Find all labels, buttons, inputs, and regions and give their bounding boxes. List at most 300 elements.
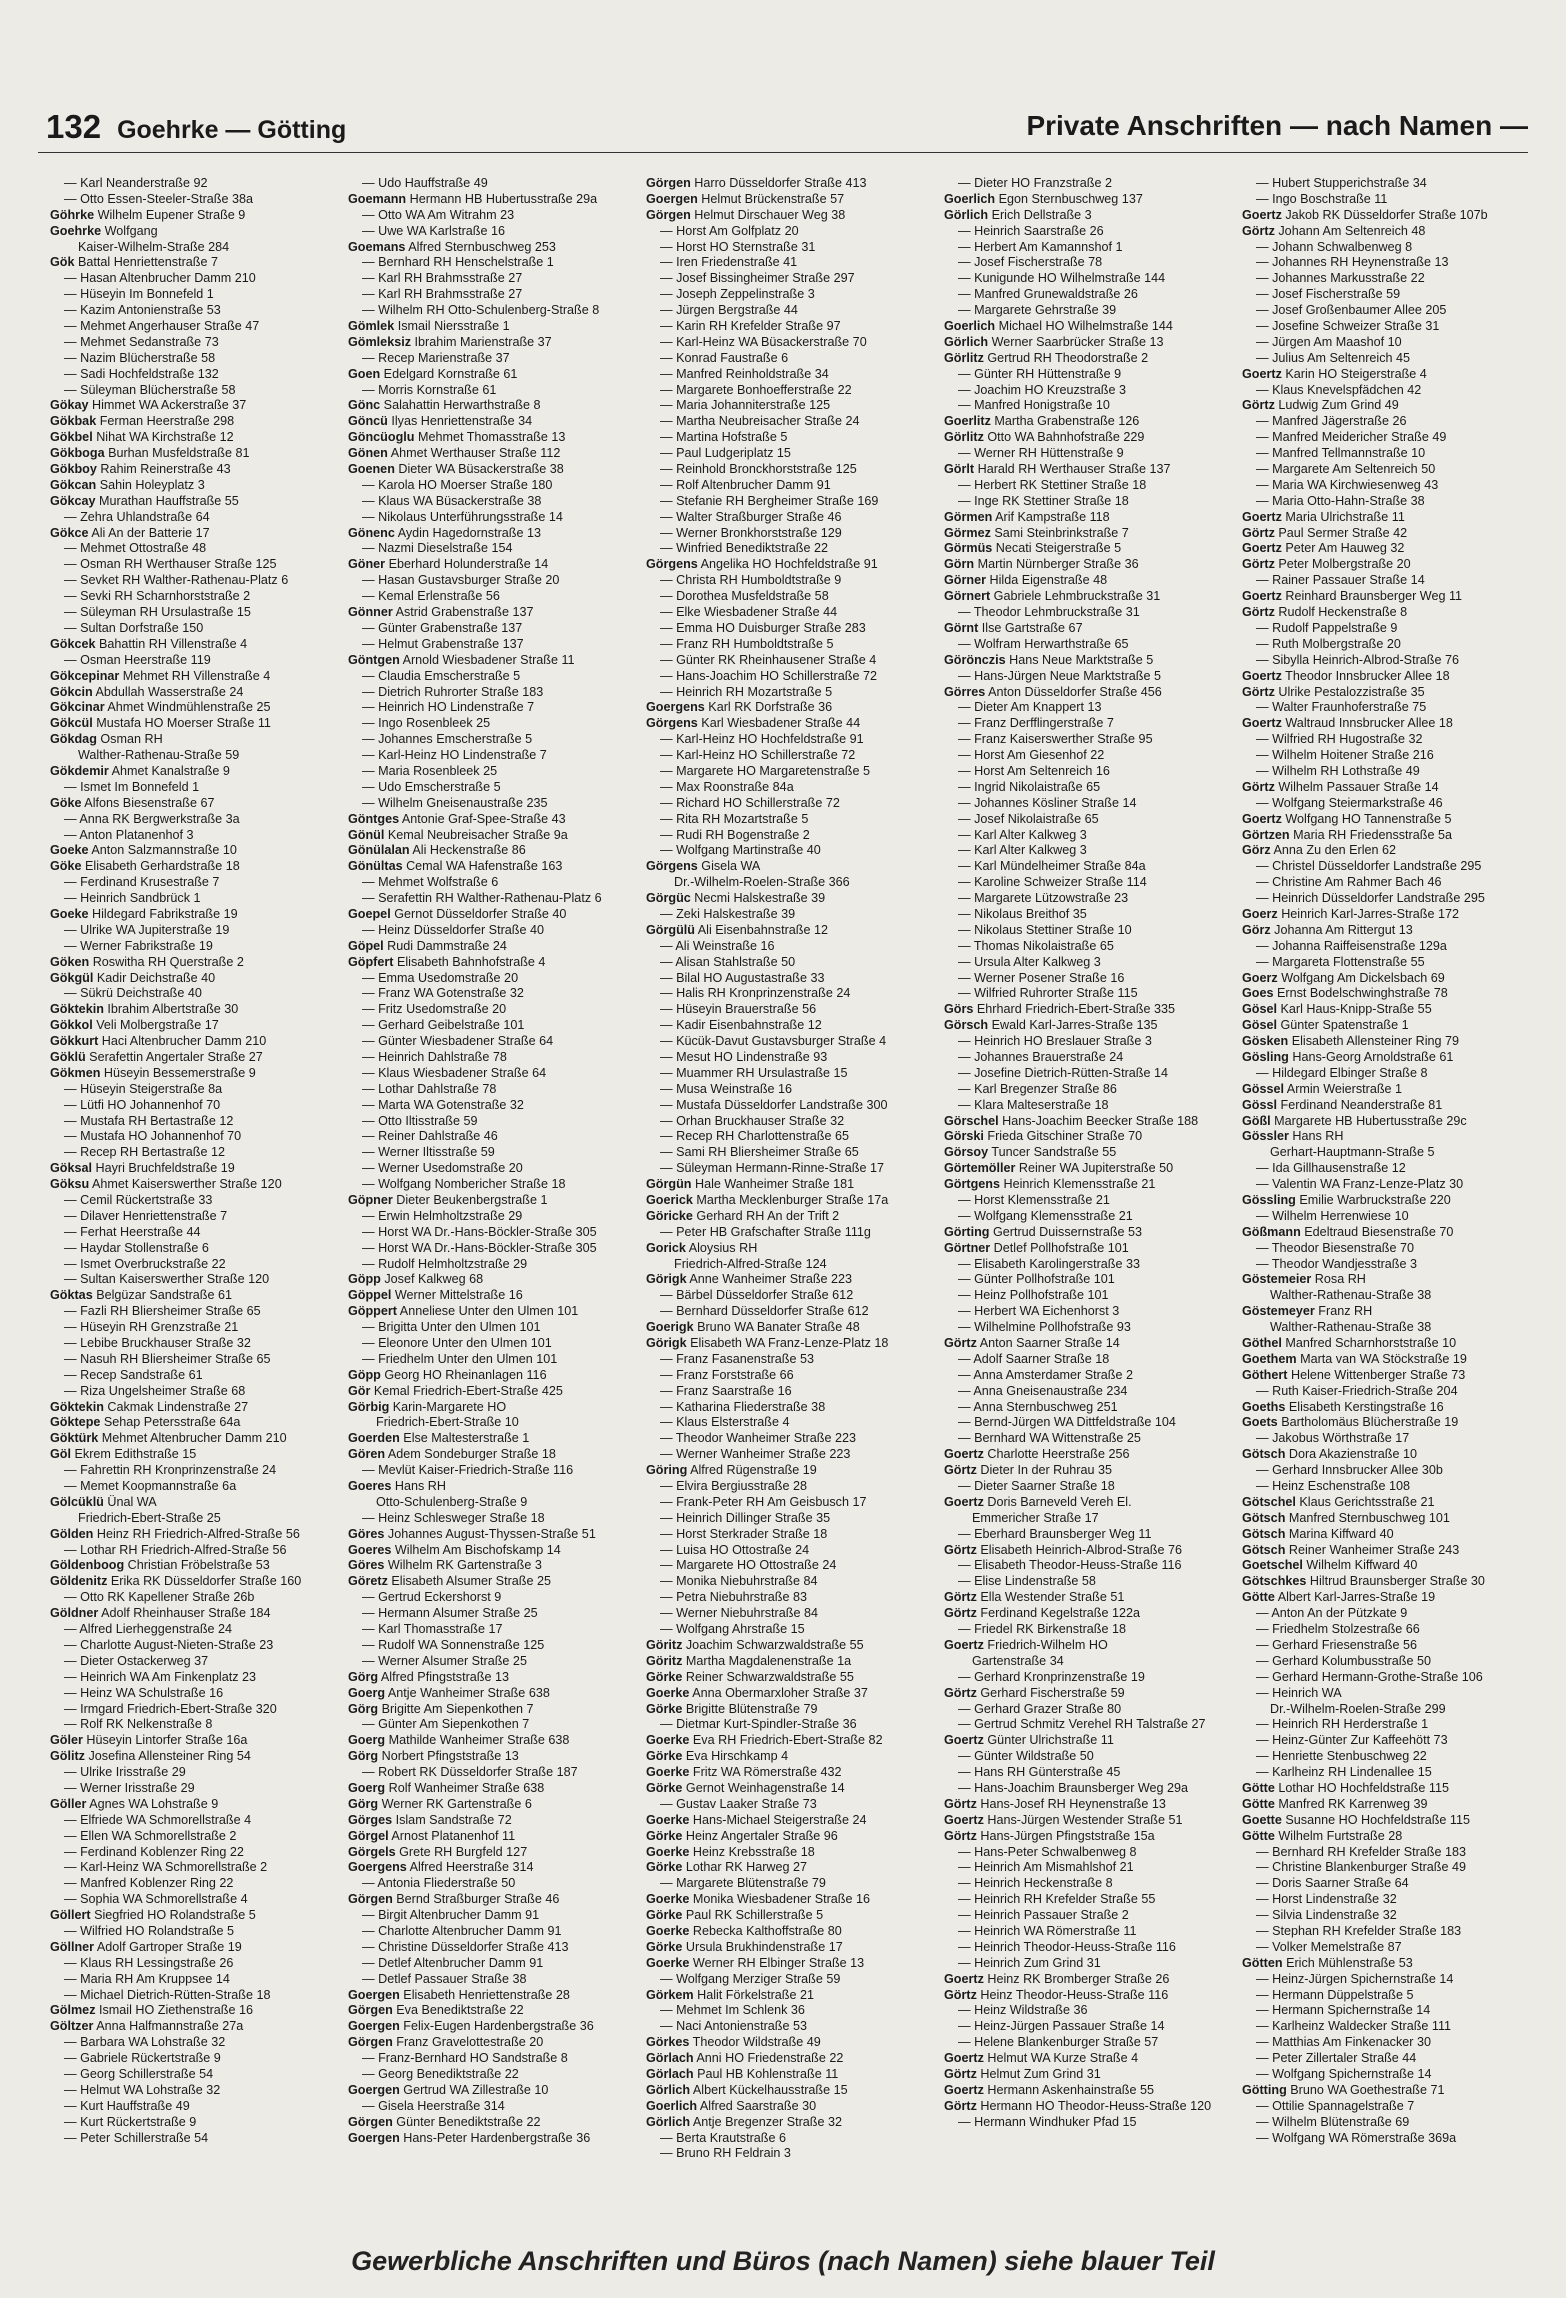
entry-text: — Charlotte Altenbrucher Damm 91 — [362, 1923, 562, 1938]
directory-entry — [944, 1527, 1230, 1543]
entry-text: — Irmgard Friedrich-Ebert-Straße 320 — [64, 1701, 277, 1716]
directory-entry — [1242, 716, 1528, 732]
entry-text: — Thomas Nikolaistraße 65 — [958, 938, 1114, 953]
directory-entry — [944, 1717, 1230, 1733]
entry-text: — Udo Emscherstraße 5 — [362, 779, 501, 794]
surname: Görtemöller — [944, 1161, 1016, 1176]
directory-entry — [348, 1956, 634, 1972]
directory-entry — [1242, 526, 1528, 542]
entry-text: — Martha Neubreisacher Straße 24 — [660, 414, 860, 429]
directory-entry — [348, 1622, 634, 1638]
entry-text: — Helene Blankenburger Straße 57 — [958, 2035, 1159, 2050]
directory-entry — [348, 1082, 634, 1098]
directory-entry — [50, 1876, 336, 1892]
surname: Göltzer — [50, 2019, 94, 2034]
entry-text: — Klaus RH Lessingstraße 26 — [64, 1955, 234, 1970]
directory-entry — [944, 923, 1230, 939]
entry-text: Adolf Rheinhauser Straße 184 — [98, 1606, 271, 1621]
entry-text: — Heinrich Düsseldorfer Landstraße 295 — [1256, 891, 1485, 906]
entry-text: — Lütfi HO Johannenhof 70 — [64, 1097, 221, 1112]
entry-text: — Hüseyin RH Grenzstraße 21 — [64, 1320, 239, 1335]
entry-text: Battal Henriettenstraße 7 — [74, 255, 218, 270]
directory-entry — [348, 1988, 634, 2004]
directory-entry — [348, 1797, 634, 1813]
directory-entry — [944, 1749, 1230, 1765]
entry-text: Ahmet Kanalstraße 9 — [108, 763, 230, 778]
directory-entry — [646, 478, 932, 494]
directory-entry — [1242, 1765, 1528, 1781]
surname: Gösken — [1242, 1034, 1289, 1049]
surname: Gökkol — [50, 1018, 93, 1033]
directory-entry — [1242, 271, 1528, 287]
directory-entry — [348, 1686, 634, 1702]
directory-entry — [348, 430, 634, 446]
directory-entry — [1242, 685, 1528, 701]
directory-entry — [944, 1940, 1230, 1956]
entry-text: Frieda Gitschiner Straße 70 — [983, 1129, 1143, 1144]
surname: Gönültas — [348, 859, 403, 874]
entry-text: — Maria RH Am Kruppsee 14 — [64, 1971, 230, 1986]
directory-entry — [348, 2099, 634, 2115]
surname: Gökdag — [50, 732, 97, 747]
directory-entry — [348, 764, 634, 780]
surname: Goerke — [646, 1765, 690, 1780]
entry-text: Susanne HO Hochfeldstraße 115 — [1281, 1812, 1470, 1827]
surname: Göres — [348, 1558, 385, 1573]
directory-entry — [348, 319, 634, 335]
directory-entry — [50, 764, 336, 780]
entry-text: — Elke Wiesbadener Straße 44 — [660, 605, 838, 620]
directory-entry — [944, 1463, 1230, 1479]
directory-entry — [50, 1590, 336, 1606]
surname: Goemann — [348, 191, 407, 206]
surname: Gösling — [1242, 1049, 1289, 1064]
entry-text: — Peter Schillerstraße 54 — [64, 2130, 209, 2145]
entry-text: — Klaus Elsterstraße 4 — [660, 1415, 790, 1430]
entry-text: — Karl-Heinz HO Schillerstraße 72 — [660, 748, 856, 763]
surname: Gössling — [1242, 1193, 1296, 1207]
directory-entry — [1242, 1558, 1528, 1574]
entry-text: — Gerhard Kronprinzenstraße 19 — [958, 1669, 1145, 1684]
entry-text: Johanna Am Rittergut 13 — [1270, 922, 1413, 937]
entry-text: Elisabeth Henriettenstraße 28 — [399, 1987, 570, 2002]
directory-entry — [944, 605, 1230, 621]
directory-entry — [1242, 383, 1528, 399]
directory-entry — [50, 1908, 336, 1924]
directory-entry — [1242, 859, 1528, 875]
entry-text: — Ellen WA Schmorellstraße 2 — [64, 1828, 237, 1843]
entry-text: Rahim Reinerstraße 43 — [96, 462, 231, 477]
directory-entry — [1242, 637, 1528, 653]
surname: Göklü — [50, 1049, 86, 1064]
directory-entry — [646, 208, 932, 224]
entry-text: — Ruth Molbergstraße 20 — [1256, 636, 1401, 651]
entry-text: Eva Benediktstraße 22 — [392, 2003, 524, 2018]
directory-entry — [646, 383, 932, 399]
directory-entry — [1242, 335, 1528, 351]
directory-entry — [348, 1209, 634, 1225]
directory-entry — [646, 685, 932, 701]
directory-entry — [944, 557, 1230, 573]
surname: Goerigk — [646, 1320, 694, 1335]
directory-entry — [348, 1447, 634, 1463]
directory-entry — [1242, 828, 1528, 844]
directory-entry — [50, 812, 336, 828]
directory-entry — [944, 986, 1230, 1002]
entry-text: — Karl-Heinz WA Büsackerstraße 70 — [660, 334, 867, 349]
entry-text: Albert Kückelhausstraße 15 — [690, 2082, 848, 2097]
directory-entry — [646, 1829, 932, 1845]
entry-text: — Mustafa RH Bertastraße 12 — [64, 1113, 234, 1128]
surname: Gökbel — [50, 430, 93, 445]
directory-entry — [646, 1447, 932, 1463]
entry-text: — Margareta Flottenstraße 55 — [1256, 954, 1425, 969]
entry-text: — Wilhelmine Pollhofstraße 93 — [958, 1320, 1131, 1335]
surname: Görigk — [646, 1272, 687, 1287]
surname: Götschkes — [1242, 1574, 1307, 1589]
entry-text: — Berta Krautstraße 6 — [660, 2130, 786, 2145]
entry-text: — Franz Saarstraße 16 — [660, 1383, 792, 1398]
directory-entry — [1242, 2019, 1528, 2035]
directory-entry — [348, 1749, 634, 1765]
entry-text: Ekrem Edithstraße 15 — [71, 1447, 197, 1462]
entry-text: Himmet WA Ackerstraße 37 — [88, 398, 247, 413]
entry-text: Martha Grabenstraße 126 — [990, 414, 1140, 429]
directory-entry — [646, 605, 932, 621]
entry-text: Hermann HO Theodor-Heuss-Straße 120 — [976, 2098, 1212, 2113]
entry-text: — Heinrich Sandbrück 1 — [64, 891, 201, 906]
surname: Görgens — [646, 859, 698, 874]
entry-text: Martha Magdalenenstraße 1a — [682, 1653, 852, 1668]
directory-entry — [944, 1733, 1230, 1749]
entry-text: Dieter WA Büsackerstraße 38 — [394, 462, 564, 477]
entry-text: — Karlheinz Waldecker Straße 111 — [1256, 2019, 1452, 2034]
directory-entry — [944, 1495, 1230, 1511]
name-range: Goehrke — Götting — [117, 116, 347, 144]
entry-text: — Hermann Alsumer Straße 25 — [362, 1606, 538, 1621]
entry-text: — Herbert WA Eichenhorst 3 — [958, 1304, 1120, 1319]
entry-text: Wilhelm RK Gartenstraße 3 — [384, 1558, 542, 1573]
entry-text: Walther-Rathenau-Straße 38 — [1270, 1288, 1432, 1303]
entry-text: Rosa RH — [1311, 1272, 1366, 1287]
surname: Görtz — [944, 1463, 977, 1478]
directory-entry — [348, 1781, 634, 1797]
entry-text: — Fazli RH Bliersheimer Straße 65 — [64, 1304, 261, 1319]
surname: Görtz — [944, 1796, 977, 1811]
entry-text: — Nazim Blücherstraße 58 — [64, 350, 216, 365]
directory-entry — [50, 255, 336, 271]
directory-entry — [50, 1558, 336, 1574]
surname: Görschel — [944, 1113, 999, 1128]
directory-entry — [1242, 1161, 1528, 1177]
directory-entry — [50, 478, 336, 494]
directory-entry — [1242, 1574, 1528, 1590]
entry-text: — Franz-Bernhard HO Sandstraße 8 — [362, 2051, 568, 2066]
directory-entry — [646, 1558, 932, 1574]
surname: Goerg — [348, 1685, 386, 1700]
surname: Gökcek — [50, 636, 96, 651]
surname: Götsch — [1242, 1510, 1286, 1525]
surname: Gömleksiz — [348, 334, 411, 349]
directory-entry — [1242, 843, 1528, 859]
directory-entry — [944, 716, 1230, 732]
entry-text: Wilhelm Eupener Straße 9 — [94, 207, 246, 222]
entry-text: — Johannes Kösliner Straße 14 — [958, 795, 1137, 810]
entry-text: — Ulrike WA Jupiterstraße 19 — [64, 922, 230, 937]
directory-entry — [348, 1400, 634, 1416]
directory-entry — [646, 891, 932, 907]
surname: Göres — [348, 1526, 385, 1541]
directory-entry — [1242, 541, 1528, 557]
directory-entry — [944, 541, 1230, 557]
directory-entry — [50, 621, 336, 637]
entry-text: — Peter HB Grafschafter Straße 111g — [660, 1224, 871, 1239]
directory-entry — [646, 1654, 932, 1670]
directory-entry — [646, 1034, 932, 1050]
directory-entry — [944, 1114, 1230, 1130]
entry-text: Ilse Gartstraße 67 — [978, 620, 1083, 635]
directory-entry — [50, 971, 336, 987]
entry-text: — Ingo Boschstraße 11 — [1256, 191, 1388, 206]
directory-entry — [50, 1511, 336, 1527]
surname: Goetschel — [1242, 1558, 1303, 1573]
directory-entry — [944, 1972, 1230, 1988]
entry-text: Monika Wiesbadener Straße 16 — [689, 1892, 871, 1907]
entry-text: Dieter In der Ruhrau 35 — [976, 1463, 1112, 1478]
entry-text: — Heinrich Heckenstraße 8 — [958, 1876, 1113, 1891]
surname: Goertz — [944, 1812, 984, 1827]
directory-entry — [50, 192, 336, 208]
entry-text: — Sophia WA Schmorellstraße 4 — [64, 1892, 248, 1907]
entry-text: — Antonia Fliederstraße 50 — [362, 1876, 516, 1891]
entry-text: Gerhard Fischerstraße 59 — [976, 1685, 1125, 1700]
entry-text: — Gerhard Innsbrucker Allee 30b — [1256, 1463, 1443, 1478]
entry-text: Elisabeth Alsumer Straße 25 — [387, 1574, 551, 1589]
surname: Gökdemir — [50, 763, 109, 778]
directory-entry — [1242, 986, 1528, 1002]
directory-entry — [646, 319, 932, 335]
entry-text: — Günter RH Hüttenstraße 9 — [958, 366, 1122, 381]
entry-text: — Wolfgang WA Römerstraße 369a — [1256, 2130, 1457, 2145]
directory-entry — [1242, 812, 1528, 828]
directory-entry — [1242, 1050, 1528, 1066]
entry-text: — Valentin WA Franz-Lenze-Platz 30 — [1256, 1177, 1464, 1192]
directory-entry — [1242, 1400, 1528, 1416]
entry-text: Klaus Gerichtsstraße 21 — [1295, 1494, 1435, 1509]
entry-text: Anton Salzmannstraße 10 — [88, 843, 237, 858]
directory-entry — [348, 1606, 634, 1622]
entry-text: — Maria WA Kirchwiesenweg 43 — [1256, 477, 1439, 492]
directory-entry — [348, 2035, 634, 2051]
directory-entry — [1242, 1463, 1528, 1479]
entry-text: — Dietrich Ruhrorter Straße 183 — [362, 684, 544, 699]
entry-text: Helene Wittenberger Straße 73 — [1287, 1367, 1466, 1382]
surname: Gönen — [348, 446, 388, 461]
directory-entry — [944, 589, 1230, 605]
directory-entry — [348, 875, 634, 891]
directory-entry — [50, 1829, 336, 1845]
entry-text: — Walter Fraunhoferstraße 75 — [1256, 700, 1427, 715]
directory-entry — [50, 510, 336, 526]
directory-entry — [646, 1781, 932, 1797]
entry-text: — Mustafa HO Johannenhof 70 — [64, 1129, 242, 1144]
directory-entry — [1242, 1717, 1528, 1733]
entry-text: Elisabeth Allensteiner Ring 79 — [1288, 1034, 1460, 1049]
entry-text: Egon Sternbuschweg 137 — [995, 191, 1143, 206]
entry-text: — Ali Weinstraße 16 — [660, 938, 775, 953]
entry-text: — Matthias Am Finkenacker 30 — [1256, 2035, 1431, 2050]
surname: Gömlek — [348, 319, 395, 334]
directory-entry — [348, 2051, 634, 2067]
directory-entry — [944, 955, 1230, 971]
directory-entry — [1242, 1336, 1528, 1352]
directory-entry — [1242, 732, 1528, 748]
directory-entry — [1242, 955, 1528, 971]
surname: Göntgen — [348, 652, 400, 667]
entry-text: — Heinz Eschenstraße 108 — [1256, 1479, 1410, 1494]
directory-entry — [50, 1177, 336, 1193]
directory-entry — [1242, 796, 1528, 812]
entry-text: — Anton Platanenhof 3 — [64, 827, 194, 842]
entry-text: — Naci Antonienstraße 53 — [660, 2019, 808, 2034]
directory-entry — [348, 1114, 634, 1130]
surname: Görtz — [944, 2066, 977, 2081]
directory-entry — [646, 828, 932, 844]
directory-entry — [944, 303, 1230, 319]
directory-entry — [1242, 1829, 1528, 1845]
entry-text: Ulrike Pestalozzistraße 35 — [1274, 684, 1425, 699]
surname: Göksal — [50, 1161, 92, 1176]
surname: Görke — [646, 1780, 683, 1795]
entry-text: — Luisa HO Ottostraße 24 — [660, 1542, 810, 1557]
entry-text: — Margarete Am Seltenreich 50 — [1256, 462, 1436, 477]
directory-entry — [1242, 224, 1528, 240]
directory-entry — [348, 398, 634, 414]
surname: Goerke — [646, 1733, 690, 1748]
surname: Görkes — [646, 2035, 690, 2050]
surname: Görgen — [646, 176, 691, 190]
directory-entry — [348, 1161, 634, 1177]
entry-text: — Josef Nikolaistraße 65 — [958, 811, 1099, 826]
entry-text: Gabriele Lehmbruckstraße 31 — [990, 589, 1161, 604]
header-left — [46, 108, 346, 146]
entry-text: — Ismet Im Bonnefeld 1 — [64, 779, 200, 794]
surname: Goehrke — [50, 223, 102, 238]
surname: Gör — [348, 1383, 371, 1398]
directory-entry — [944, 1479, 1230, 1495]
entry-text: — Friedhelm Stolzestraße 66 — [1256, 1622, 1420, 1637]
directory-entry — [1242, 2035, 1528, 2051]
surname: Göppert — [348, 1304, 397, 1319]
entry-text: Eberhard Holunderstraße 14 — [385, 557, 549, 572]
directory-entry — [646, 1574, 932, 1590]
entry-text: Brigitte Blütenstraße 79 — [682, 1701, 818, 1716]
entry-text: — Kunigunde HO Wilhelmstraße 144 — [958, 271, 1166, 286]
directory-entry — [646, 541, 932, 557]
directory-entry — [646, 986, 932, 1002]
entry-text: — Gertrud Schmitz Verehel RH Talstraße 27 — [958, 1717, 1206, 1732]
directory-entry — [50, 1161, 336, 1177]
entry-text: Theodor Wildstraße 49 — [689, 2035, 821, 2050]
surname: Göricke — [646, 1208, 693, 1223]
entry-text: Dieter Beukenbergstraße 1 — [392, 1193, 548, 1207]
directory-entry — [944, 1002, 1230, 1018]
directory-entry — [348, 2019, 634, 2035]
surname: Görtzen — [1242, 827, 1290, 842]
directory-entry — [1242, 653, 1528, 669]
surname: Görtz — [1242, 223, 1275, 238]
entry-text: — Heinrich Am Mismahlshof 21 — [958, 1860, 1134, 1875]
directory-entry — [1242, 2067, 1528, 2083]
directory-entry — [944, 2067, 1230, 2083]
entry-text: Hüseyin Lintorfer Straße 16a — [82, 1733, 248, 1748]
directory-entry — [944, 192, 1230, 208]
directory-entry — [1242, 446, 1528, 462]
surname: Göncü — [348, 414, 388, 429]
directory-entry — [1242, 1686, 1528, 1702]
entry-text: — Gerhard Geibelstraße 101 — [362, 1018, 525, 1033]
entry-text: — Maria Johanniterstraße 125 — [660, 398, 831, 413]
directory-entry — [944, 478, 1230, 494]
directory-entry — [50, 653, 336, 669]
directory-entry — [50, 1447, 336, 1463]
entry-text: — Manfred Jägerstraße 26 — [1256, 414, 1407, 429]
directory-entry — [1242, 1606, 1528, 1622]
entry-text: Adem Sondeburger Straße 18 — [385, 1447, 556, 1462]
surname: Görting — [944, 1224, 990, 1239]
entry-text: — Theodor Lehmbruckstraße 31 — [958, 605, 1140, 620]
entry-text: Maria Ulrichstraße 11 — [1281, 509, 1405, 524]
entry-text: — Mustafa Düsseldorfer Landstraße 300 — [660, 1097, 888, 1112]
entry-text: Werner Mittelstraße 16 — [391, 1288, 523, 1303]
entry-text: Elisabeth Kerstingstraße 16 — [1285, 1399, 1444, 1414]
entry-text: Ferdinand Neanderstraße 81 — [1277, 1097, 1443, 1112]
surname: Görmen — [944, 509, 993, 524]
directory-entry — [646, 1257, 932, 1273]
entry-text: — Hasan Altenbrucher Damm 210 — [64, 271, 256, 286]
entry-text: — Wilhelm Herrenwiese 10 — [1256, 1208, 1409, 1223]
surname: Görg — [348, 1701, 379, 1716]
directory-entry — [944, 859, 1230, 875]
entry-text: — Uwe WA Karlstraße 16 — [362, 223, 506, 238]
entry-text: — Karl Alter Kalkweg 3 — [958, 827, 1087, 842]
surname: Görges — [348, 1812, 393, 1827]
surname: Goen — [348, 366, 381, 381]
entry-text: Dr.-Wilhelm-Roelen-Straße 366 — [674, 875, 850, 890]
entry-text: — Jakobus Wörthstraße 17 — [1256, 1431, 1410, 1446]
entry-text: — Mehmet Im Schlenk 36 — [660, 2003, 805, 2018]
directory-entry — [348, 843, 634, 859]
directory-entry — [348, 255, 634, 271]
directory-entry — [944, 1431, 1230, 1447]
surname: Görres — [944, 684, 986, 699]
surname: Gössel — [1242, 1081, 1284, 1096]
directory-entry — [348, 716, 634, 732]
entry-text: Gartenstraße 34 — [972, 1653, 1064, 1668]
entry-text: — Manfred Koblenzer Ring 22 — [64, 1876, 234, 1891]
surname: Göler — [50, 1733, 83, 1748]
surname: Goergens — [646, 700, 705, 715]
entry-text: — Zehra Uhlandstraße 64 — [64, 509, 210, 524]
entry-text: — Recep Marienstraße 37 — [362, 350, 510, 365]
directory-entry — [944, 1384, 1230, 1400]
surname: Görlich — [944, 334, 989, 349]
entry-text: Edeltraud Biesenstraße 70 — [1300, 1224, 1454, 1239]
entry-text: — Horst Klemensstraße 21 — [958, 1193, 1110, 1207]
entry-text: — Heinrich WA Römerstraße 11 — [958, 1923, 1137, 1938]
surname: Görner — [944, 573, 986, 588]
entry-text: — Eleonore Unter den Ulmen 101 — [362, 1336, 552, 1351]
